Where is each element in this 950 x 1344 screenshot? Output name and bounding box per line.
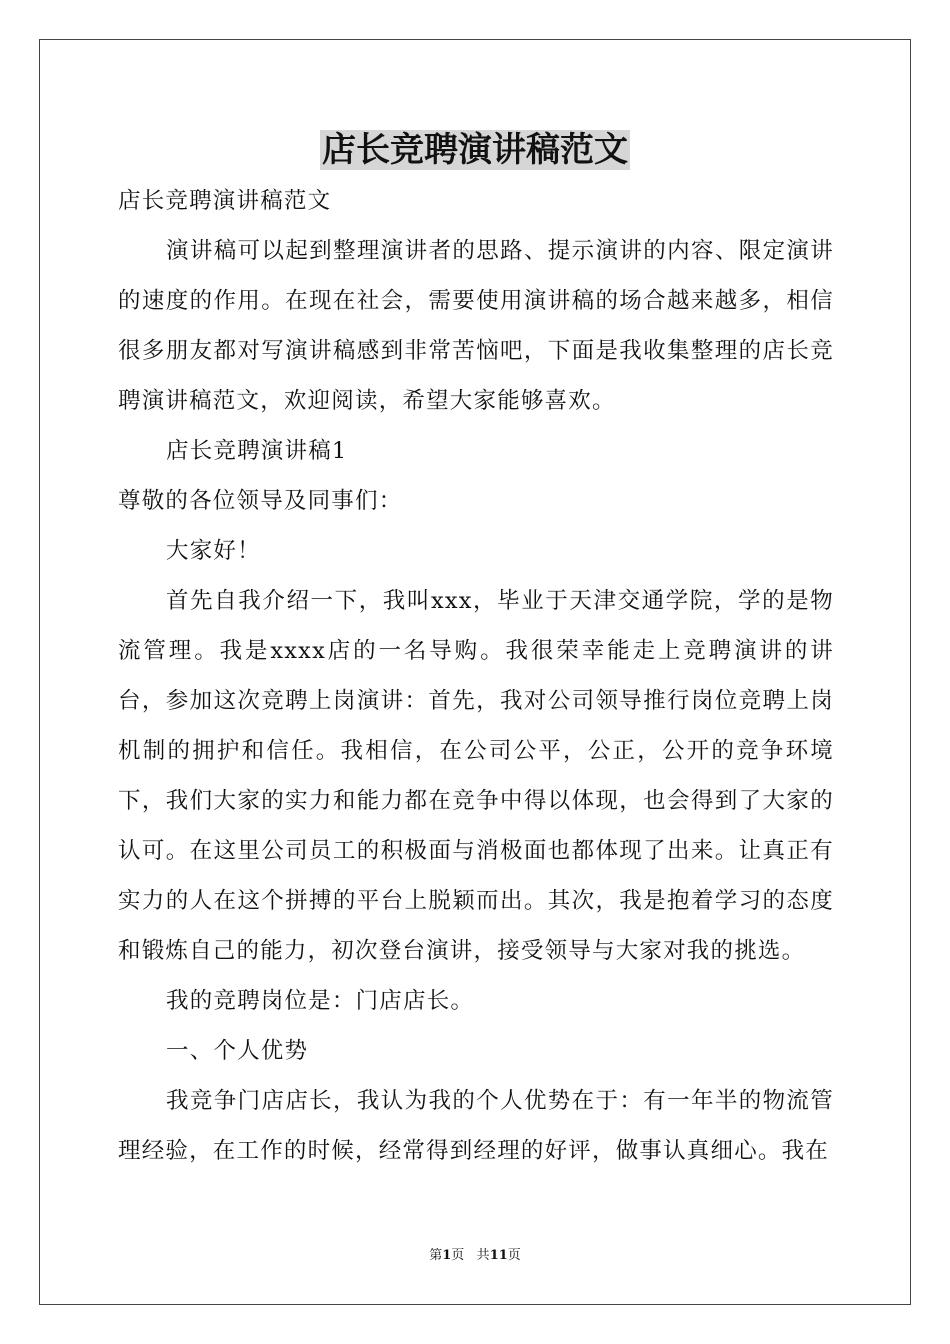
paragraph: 店长竞聘演讲稿范文 [118, 188, 332, 214]
paragraph: 首先自我介绍一下，我叫xxx，毕业于天津交通学院，学的是物流管理。我是xxxx店的一名导购。我很荣幸能走上竞聘演讲的讲台，参加这次竞聘上岗演讲：首先，我对公司领导推行岗位竞聘上岗机制的拥护和信任。我相信，在公司公平，公正，公开的竞争环境下，我们大家的实力和能力都在竞争中得以体现，也会得到了大家的认可。在这里公司员工的积极面与消极面也都体现了出来。让真正有实力的人在这个拼搏的平台上脱颖而出。其次，我是抱着学习的态度和锻炼自己的能力，初次登台演讲，接受领导与大家对我的挑选。 [118, 588, 834, 964]
paragraph: 大家好！ [166, 538, 261, 564]
page-prefix: 第 [429, 1248, 443, 1263]
total-pages: 11 [489, 1248, 508, 1263]
paragraph: 我竞争门店店长，我认为我的个人优势在于：有一年半的物流管理经验，在工作的时候，经常得到经理的好评，做事认真细心。我在 [118, 1088, 834, 1164]
total-suffix: 页 [507, 1248, 521, 1263]
page-number: 1 [442, 1248, 452, 1263]
paragraph: 我的竞聘岗位是：门店店长。 [166, 988, 475, 1014]
page-footer [0, 1246, 950, 1266]
page-suffix: 页 [451, 1248, 465, 1263]
paragraph: 一、个人优势 [166, 1038, 309, 1064]
document-title [0, 126, 950, 174]
document-body [118, 176, 834, 1176]
paragraph: 演讲稿可以起到整理演讲者的思路、提示演讲的内容、限定演讲的速度的作用。在现在社会，需要使用演讲稿的场合越来越多，相信很多朋友都对写演讲稿感到非常苦恼吧，下面是我收集整理的店长竞聘演讲稿范文，欢迎阅读，希望大家能够喜欢。 [118, 238, 834, 414]
document-title-text: 店长竞聘演讲稿范文 [322, 130, 628, 170]
paragraph: 店长竞聘演讲稿1 [166, 438, 348, 464]
total-prefix: 共 [476, 1248, 490, 1263]
paragraph: 尊敬的各位领导及同事们： [118, 488, 403, 514]
